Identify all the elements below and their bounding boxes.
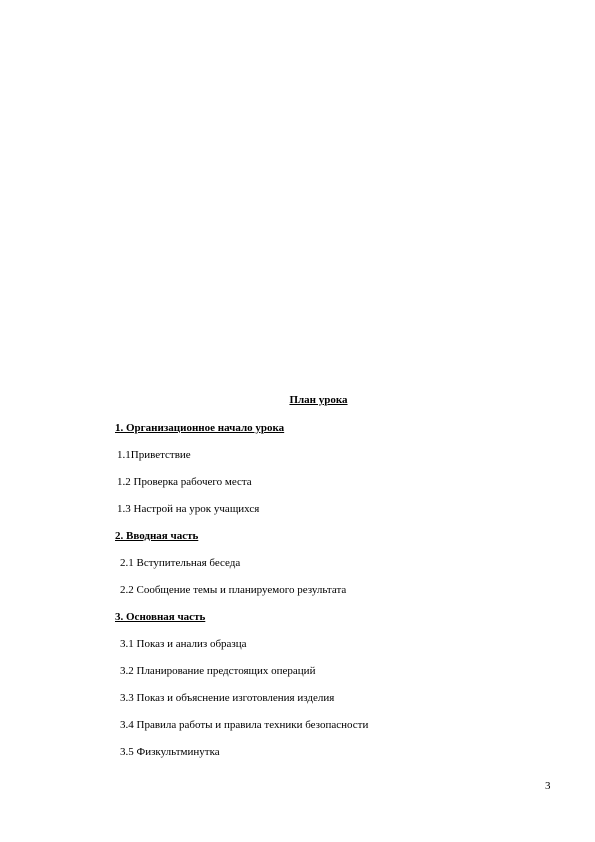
page-title: План урока xyxy=(289,394,348,406)
section-heading-3: 3. Основная часть xyxy=(115,611,206,623)
list-item: 3.1 Показ и анализ образца xyxy=(120,638,247,650)
section-heading-2: 2. Вводная часть xyxy=(115,530,199,542)
list-item: 1.3 Настрой на урок учащихся xyxy=(117,503,260,515)
page-number: 3 xyxy=(545,780,551,792)
section-heading-1: 1. Организационное начало урока xyxy=(115,422,285,434)
list-item: 2.1 Вступительная беседа xyxy=(120,557,241,569)
list-item: 1.2 Проверка рабочего места xyxy=(117,476,252,488)
list-item: 3.4 Правила работы и правила техники безопасности xyxy=(120,719,369,731)
list-item: 2.2 Сообщение темы и планируемого результата xyxy=(120,584,347,596)
list-item: 1.1Приветствие xyxy=(117,449,191,461)
list-item: 3.2 Планирование предстоящих операций xyxy=(120,665,316,677)
list-item: 3.3 Показ и объяснение изготовления изделия xyxy=(120,692,335,704)
list-item: 3.5 Физкультминутка xyxy=(120,746,220,758)
